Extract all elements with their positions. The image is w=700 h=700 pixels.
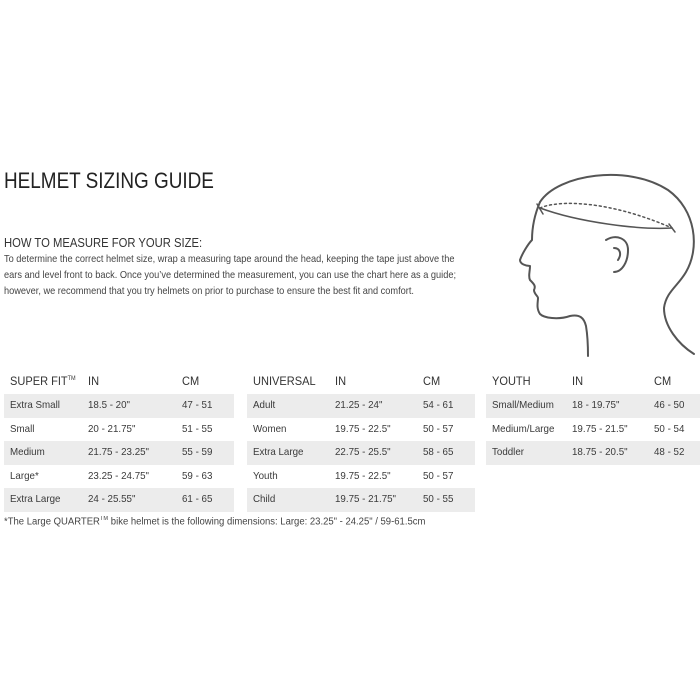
in-cell: 23.25 - 24.75"	[88, 469, 150, 482]
head-measuring-tape-icon	[518, 168, 700, 358]
size-cell: Medium/Large	[492, 422, 555, 435]
table-row	[247, 441, 475, 465]
header-in: IN	[88, 374, 100, 388]
table-row	[4, 418, 234, 442]
cm-cell: 61 - 65	[182, 493, 213, 505]
in-cell: 18 - 19.75"	[572, 399, 620, 411]
cm-cell: 50 - 55	[423, 493, 454, 505]
header-size: SUPER FIT™	[10, 374, 76, 388]
youth-table	[486, 368, 700, 465]
table-row	[486, 441, 700, 465]
instruction-line: To determine the correct helmet size, wrap a measuring tape around the head, keeping the tape just above the	[4, 254, 455, 265]
in-cell: 18.5 - 20"	[88, 399, 131, 411]
size-cell: Small/Medium	[492, 399, 554, 411]
instruction-line: however, we recommend that you try helmets on prior to purchase to ensure the best fit and comfort.	[4, 286, 414, 297]
table-row	[247, 465, 475, 489]
trademark-mark: TM	[99, 516, 109, 522]
in-cell: 19.75 - 22.5"	[335, 422, 391, 435]
cm-cell: 50 - 57	[423, 469, 454, 482]
table-header	[247, 368, 475, 394]
table-row	[4, 465, 234, 489]
header-cm: CM	[182, 374, 200, 388]
in-cell: 21.25 - 24"	[335, 399, 383, 411]
size-cell: Toddler	[492, 446, 525, 458]
size-cell: Adult	[253, 399, 276, 411]
table-header	[486, 368, 700, 394]
in-cell: 20 - 21.75"	[88, 422, 136, 435]
in-cell: 21.75 - 23.25"	[88, 446, 150, 458]
cm-cell: 55 - 59	[182, 446, 213, 458]
header-in: IN	[335, 374, 347, 388]
header-size: YOUTH	[492, 374, 531, 388]
size-cell: Child	[253, 493, 276, 505]
instruction-line: ears and level front to back. Once you’ve determined the measurement, you can use the chart here as a guide;	[4, 270, 457, 281]
footnote: *The Large QUARTER™ bike helmet is the following dimensions: Large: 23.25" - 24.25" / 59-61.5cm	[4, 516, 426, 528]
table-row	[486, 418, 700, 442]
size-cell: Youth	[253, 469, 278, 482]
superfit-table	[4, 368, 234, 512]
table-row	[4, 488, 234, 512]
in-cell: 18.75 - 20.5"	[572, 446, 628, 458]
size-cell: Extra Small	[10, 399, 60, 411]
table-header	[4, 368, 234, 394]
size-cell: Women	[253, 422, 287, 435]
size-cell: Medium	[10, 446, 45, 458]
table-row	[4, 394, 234, 418]
table-row	[247, 488, 475, 512]
table-row	[4, 441, 234, 465]
size-cell: Extra Large	[10, 493, 61, 505]
size-cell: Small	[10, 422, 35, 435]
header-in: IN	[572, 374, 584, 388]
size-cell: Extra Large	[253, 446, 304, 458]
page-title: HELMET SIZING GUIDE	[4, 168, 214, 193]
table-row	[486, 394, 700, 418]
cm-cell: 54 - 61	[423, 399, 454, 411]
in-cell: 22.75 - 25.5"	[335, 446, 391, 458]
cm-cell: 50 - 57	[423, 422, 454, 435]
cm-cell: 50 - 54	[654, 422, 685, 435]
cm-cell: 46 - 50	[654, 399, 685, 411]
cm-cell: 58 - 65	[423, 446, 454, 458]
cm-cell: 48 - 52	[654, 446, 685, 458]
table-row	[247, 394, 475, 418]
in-cell: 24 - 25.55"	[88, 493, 136, 505]
header-size: UNIVERSAL	[253, 374, 316, 388]
cm-cell: 51 - 55	[182, 422, 213, 435]
trademark-mark: TM	[67, 376, 76, 382]
cm-cell: 59 - 63	[182, 469, 213, 482]
size-cell: Large*	[10, 469, 39, 482]
universal-table	[247, 368, 475, 512]
table-row	[247, 418, 475, 442]
measure-heading: HOW TO MEASURE FOR YOUR SIZE:	[4, 236, 203, 250]
in-cell: 19.75 - 21.5"	[572, 422, 628, 435]
in-cell: 19.75 - 22.5"	[335, 469, 391, 482]
header-cm: CM	[423, 374, 441, 388]
header-cm: CM	[654, 374, 672, 388]
in-cell: 19.75 - 21.75"	[335, 493, 397, 505]
cm-cell: 47 - 51	[182, 399, 213, 411]
